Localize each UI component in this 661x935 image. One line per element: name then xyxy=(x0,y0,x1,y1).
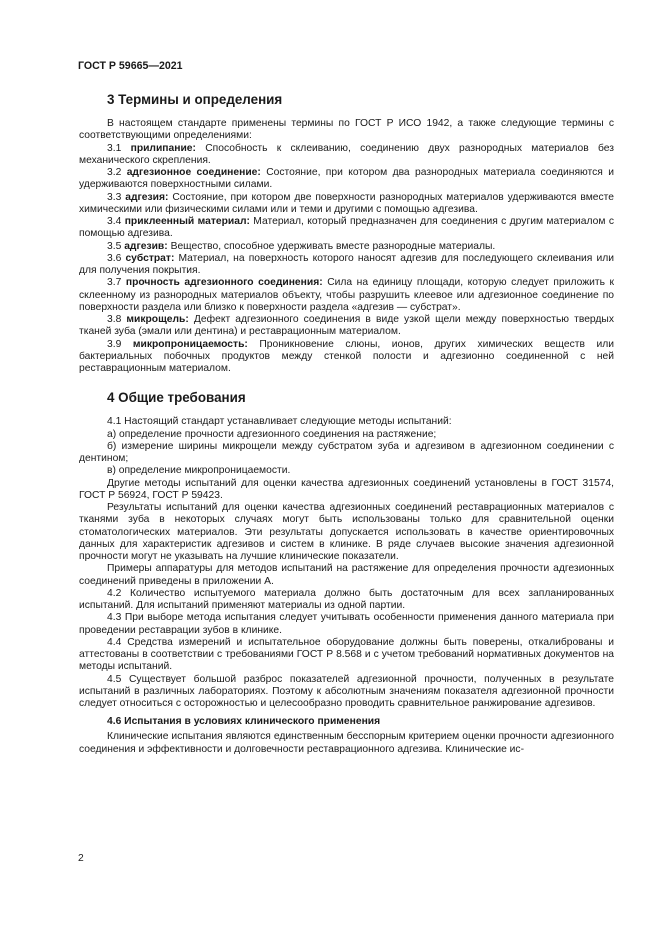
term-number: 3.6 xyxy=(107,252,122,264)
term-text: Сила на единицу площади, которую следует приложить к склеенному из разнородных материалов объекту, чтобы разрушить клеевое или адгезионное соединение по поверхности раздела или близко к поверхности раздела «адгезив — субстрат». xyxy=(79,277,614,313)
term-number: 3.9 xyxy=(107,338,122,350)
term-definition xyxy=(79,339,614,376)
requirement-paragraph: 4.4 Средства измерений и испытательное оборудование должны быть поверены, откалиброваны и аттестованы в соответствии с требованиями ГОСТ Р 8.568 и с учетом требований нормативных документов на методы испытаний. xyxy=(79,636,614,673)
term-definition xyxy=(79,216,614,241)
section-4-body xyxy=(79,416,614,710)
section-4-title: 4 Общие требования xyxy=(107,390,246,406)
term-text: Проникновение слюны, ионов, других химических веществ или бактериальных побочных продуктов между стенкой полости и адгезионно соединенной с ней реставрационным материалом. xyxy=(79,338,614,374)
term-text: Материал, на поверхность которого наносят адгезив для последующего склеивания или для получения покрытия. xyxy=(79,252,614,276)
term-text: Материал, который предназначен для соединения с другим материалом с помощью адгезива. xyxy=(79,216,614,240)
term-name: прочность адгезионного соединения: xyxy=(125,277,323,289)
document-header: ГОСТ Р 59665—2021 xyxy=(78,60,183,72)
term-number: 3.4 xyxy=(107,216,122,227)
requirement-paragraph: 4.5 Существует большой разброс показателей адгезионной прочности, полученных в результате испытаний в различных лабораториях. Поэтому к абсолютным значениям показателя адгезионной прочности следует относиться с осторожностью и целесообразно проводить сравнительное ранжирование адгезивов. xyxy=(79,673,614,709)
term-name: микропроницаемость: xyxy=(132,338,248,350)
requirement-paragraph: б) измерение ширины микрощели между субстратом зуба и адгезивом в адгезионном соединении с дентином; xyxy=(79,440,614,464)
term-text: Состояние, при котором два разнородных материала соединяются и удерживаются поверхностными силами. xyxy=(79,167,614,191)
subsection-4-6-title: 4.6 Испытания в условиях клинического применения xyxy=(107,716,381,728)
term-definition xyxy=(79,253,614,278)
terms-list xyxy=(79,143,614,376)
section-3-intro: В настоящем стандарте применены термины по ГОСТ Р ИСО 1942, а также следующие термины с соответствующими определениями: xyxy=(79,118,614,142)
requirement-paragraph: 4.2 Количество испытуемого материала должно быть достаточным для всех запланированных испытаний. Для испытаний применяют материалы из одной партии. xyxy=(79,587,614,611)
term-number: 3.1 xyxy=(107,142,122,154)
requirement-paragraph: 4.1 Настоящий стандарт устанавливает следующие методы испытаний: xyxy=(107,416,452,428)
term-number: 3.2 xyxy=(107,167,122,178)
page-content xyxy=(79,92,614,756)
term-name: микрощель: xyxy=(126,314,189,325)
term-name: адгезионное соединение: xyxy=(126,167,261,178)
term-definition xyxy=(79,314,614,339)
term-number: 3.5 xyxy=(107,240,122,252)
term-text: Состояние, при котором две поверхности разнородных материалов удерживаются вместе химическими или физическими силами или и теми и другими с помощью адгезива. xyxy=(79,191,614,215)
term-text: Дефект адгезионного соединения в виде узкой щели между поверхностью твердых тканей зуба (эмали или дентина) и реставрационным материалом. xyxy=(79,314,614,338)
page-number: 2 xyxy=(78,853,84,864)
requirement-paragraph: в) определение микропроницаемости. xyxy=(107,465,291,477)
term-name: адгезив: xyxy=(124,240,168,252)
term-text: Способность к склеиванию, соединению двух разнородных материалов без механического скрепления. xyxy=(79,142,614,166)
term-number: 3.3 xyxy=(107,191,122,203)
section-3-title: 3 Термины и определения xyxy=(107,92,283,107)
requirement-paragraph: Примеры аппаратуры для методов испытаний на растяжение для определения прочности адгезионных соединений приведены в приложении А. xyxy=(79,563,614,587)
term-definition xyxy=(79,143,614,168)
term-definition xyxy=(79,192,614,217)
subsection-4-6-text: Клинические испытания являются единственным бесспорным критерием оценки прочности адгезионного соединения и эффективности и долговечности реставрационного адгезива. Клинические ис- xyxy=(79,731,614,755)
term-text: Вещество, способное удерживать вместе разнородные материалы. xyxy=(170,240,496,252)
requirement-paragraph: Другие методы испытаний для оценки качества адгезионных соединений установлены в ГОСТ 31574, ГОСТ Р 56924, ГОСТ Р 59423. xyxy=(79,477,614,501)
term-definition xyxy=(79,167,614,192)
term-name: адгезия: xyxy=(125,191,169,203)
term-name: субстрат: xyxy=(125,252,175,264)
requirement-paragraph: а) определение прочности адгезионного соединения на растяжение; xyxy=(107,428,437,440)
term-definition xyxy=(79,241,614,253)
term-number: 3.8 xyxy=(107,314,122,325)
requirement-paragraph: 4.3 При выборе метода испытания следует учитывать особенности применения данного материала при проведении реставрации зубов в клинике. xyxy=(79,612,614,636)
term-definition xyxy=(79,277,614,314)
term-number: 3.7 xyxy=(107,277,122,289)
term-name: приклеенный материал: xyxy=(124,216,250,227)
term-name: прилипание: xyxy=(130,142,196,154)
requirement-paragraph: Результаты испытаний для оценки качества адгезионных соединений реставрационных материалов с тканями зуба в некоторых случаях могут быть использованы только для сравнительной оценки стоматологических материалов. Эти результаты допускается использовать в качестве ориентировочных данных для характеристик адгезивов и систем в клинике. В ряде случаев высокие значения адгезионной прочности могут не указывать на лучшие клинические показатели. xyxy=(79,502,614,562)
